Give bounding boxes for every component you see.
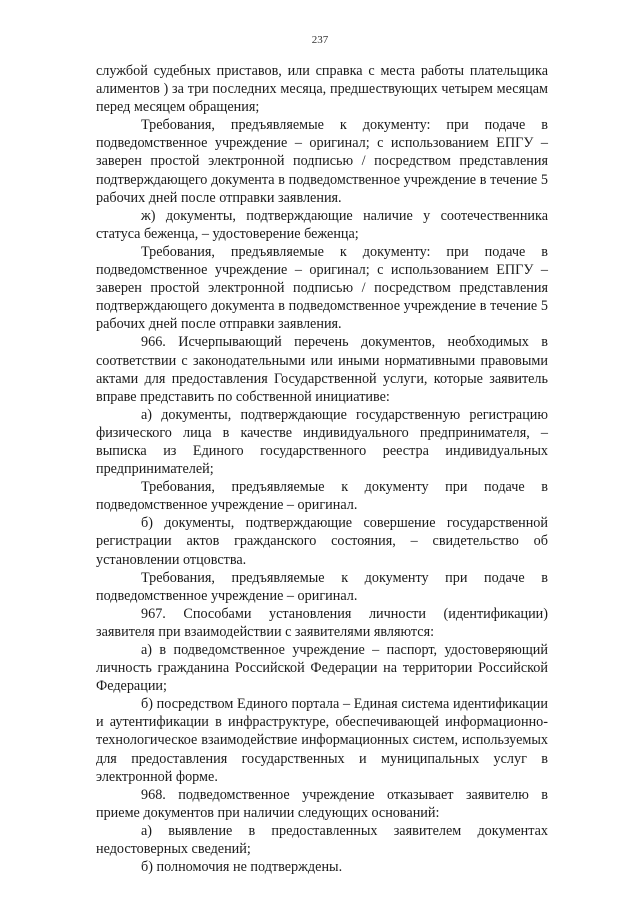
paragraph: б) документы, подтверждающие совершение государственной регистрации актов гражданского состояния, – свидетельство об установлении отцовства. bbox=[96, 515, 548, 568]
paragraph: 966. Исчерпывающий перечень документов, необходимых в соответствии с законодательными или иными нормативными правовыми актами для предоставления Государственной услуги, которые заявитель вправе представить по собственной инициативе: bbox=[96, 334, 548, 405]
paragraph: б) посредством Единого портала – Единая система идентификации и аутентификации в инфраструктуре, обеспечивающей информационно-технологическое взаимодействие информационных систем, используемых для предоставления государственных и муниципальных услуг в электронной форме. bbox=[96, 696, 548, 785]
paragraph: Требования, предъявляемые к документу: при подаче в подведомственное учреждение – оригинал; с использованием ЕПГУ – заверен простой электронной подписью / посредством представления подтверждающего документа в подведомственное учреждение в течение 5 рабочих дней после отправки заявления. bbox=[96, 243, 548, 333]
paragraph: службой судебных приставов, или справка с места работы плательщика алиментов ) за три последних месяца, предшествующих четырем месяцам перед месяцем обращения; bbox=[96, 63, 548, 116]
paragraph: Требования, предъявляемые к документу при подаче в подведомственное учреждение – оригинал. bbox=[96, 569, 548, 604]
paragraph: а) документы, подтверждающие государственную регистрацию физического лица в качестве индивидуального предпринимателя, – выписка из Единого государственного реестра индивидуальных предпринимателей; bbox=[96, 406, 548, 478]
paragraph: а) в подведомственное учреждение – паспорт, удостоверяющий личность гражданина Российской Федерации на территории Российской Федерации; bbox=[96, 642, 548, 695]
paragraph: 968. подведомственное учреждение отказывает заявителю в приеме документов при наличии следующих оснований: bbox=[96, 786, 548, 821]
document-body bbox=[96, 62, 548, 876]
paragraph: Требования, предъявляемые к документу: при подаче в подведомственное учреждение – оригинал; с использованием ЕПГУ – заверен простой электронной подписью / посредством представления подтверждающего документа в подведомственное учреждение в течение 5 рабочих дней после отправки заявления. bbox=[96, 117, 548, 206]
page-number: 237 bbox=[311, 34, 329, 46]
paragraph: б) полномочия не подтверждены. bbox=[141, 859, 343, 876]
paragraph: ж) документы, подтверждающие наличие у соотечественника статуса беженца, – удостоверение беженца; bbox=[96, 207, 548, 242]
paragraph: а) выявление в предоставленных заявителем документах недостоверных сведений; bbox=[96, 822, 548, 858]
paragraph: 967. Способами установления личности (идентификации) заявителя при взаимодействии с заявителями являются: bbox=[96, 605, 548, 640]
paragraph: Требования, предъявляемые к документу при подаче в подведомственное учреждение – оригинал. bbox=[96, 479, 548, 514]
